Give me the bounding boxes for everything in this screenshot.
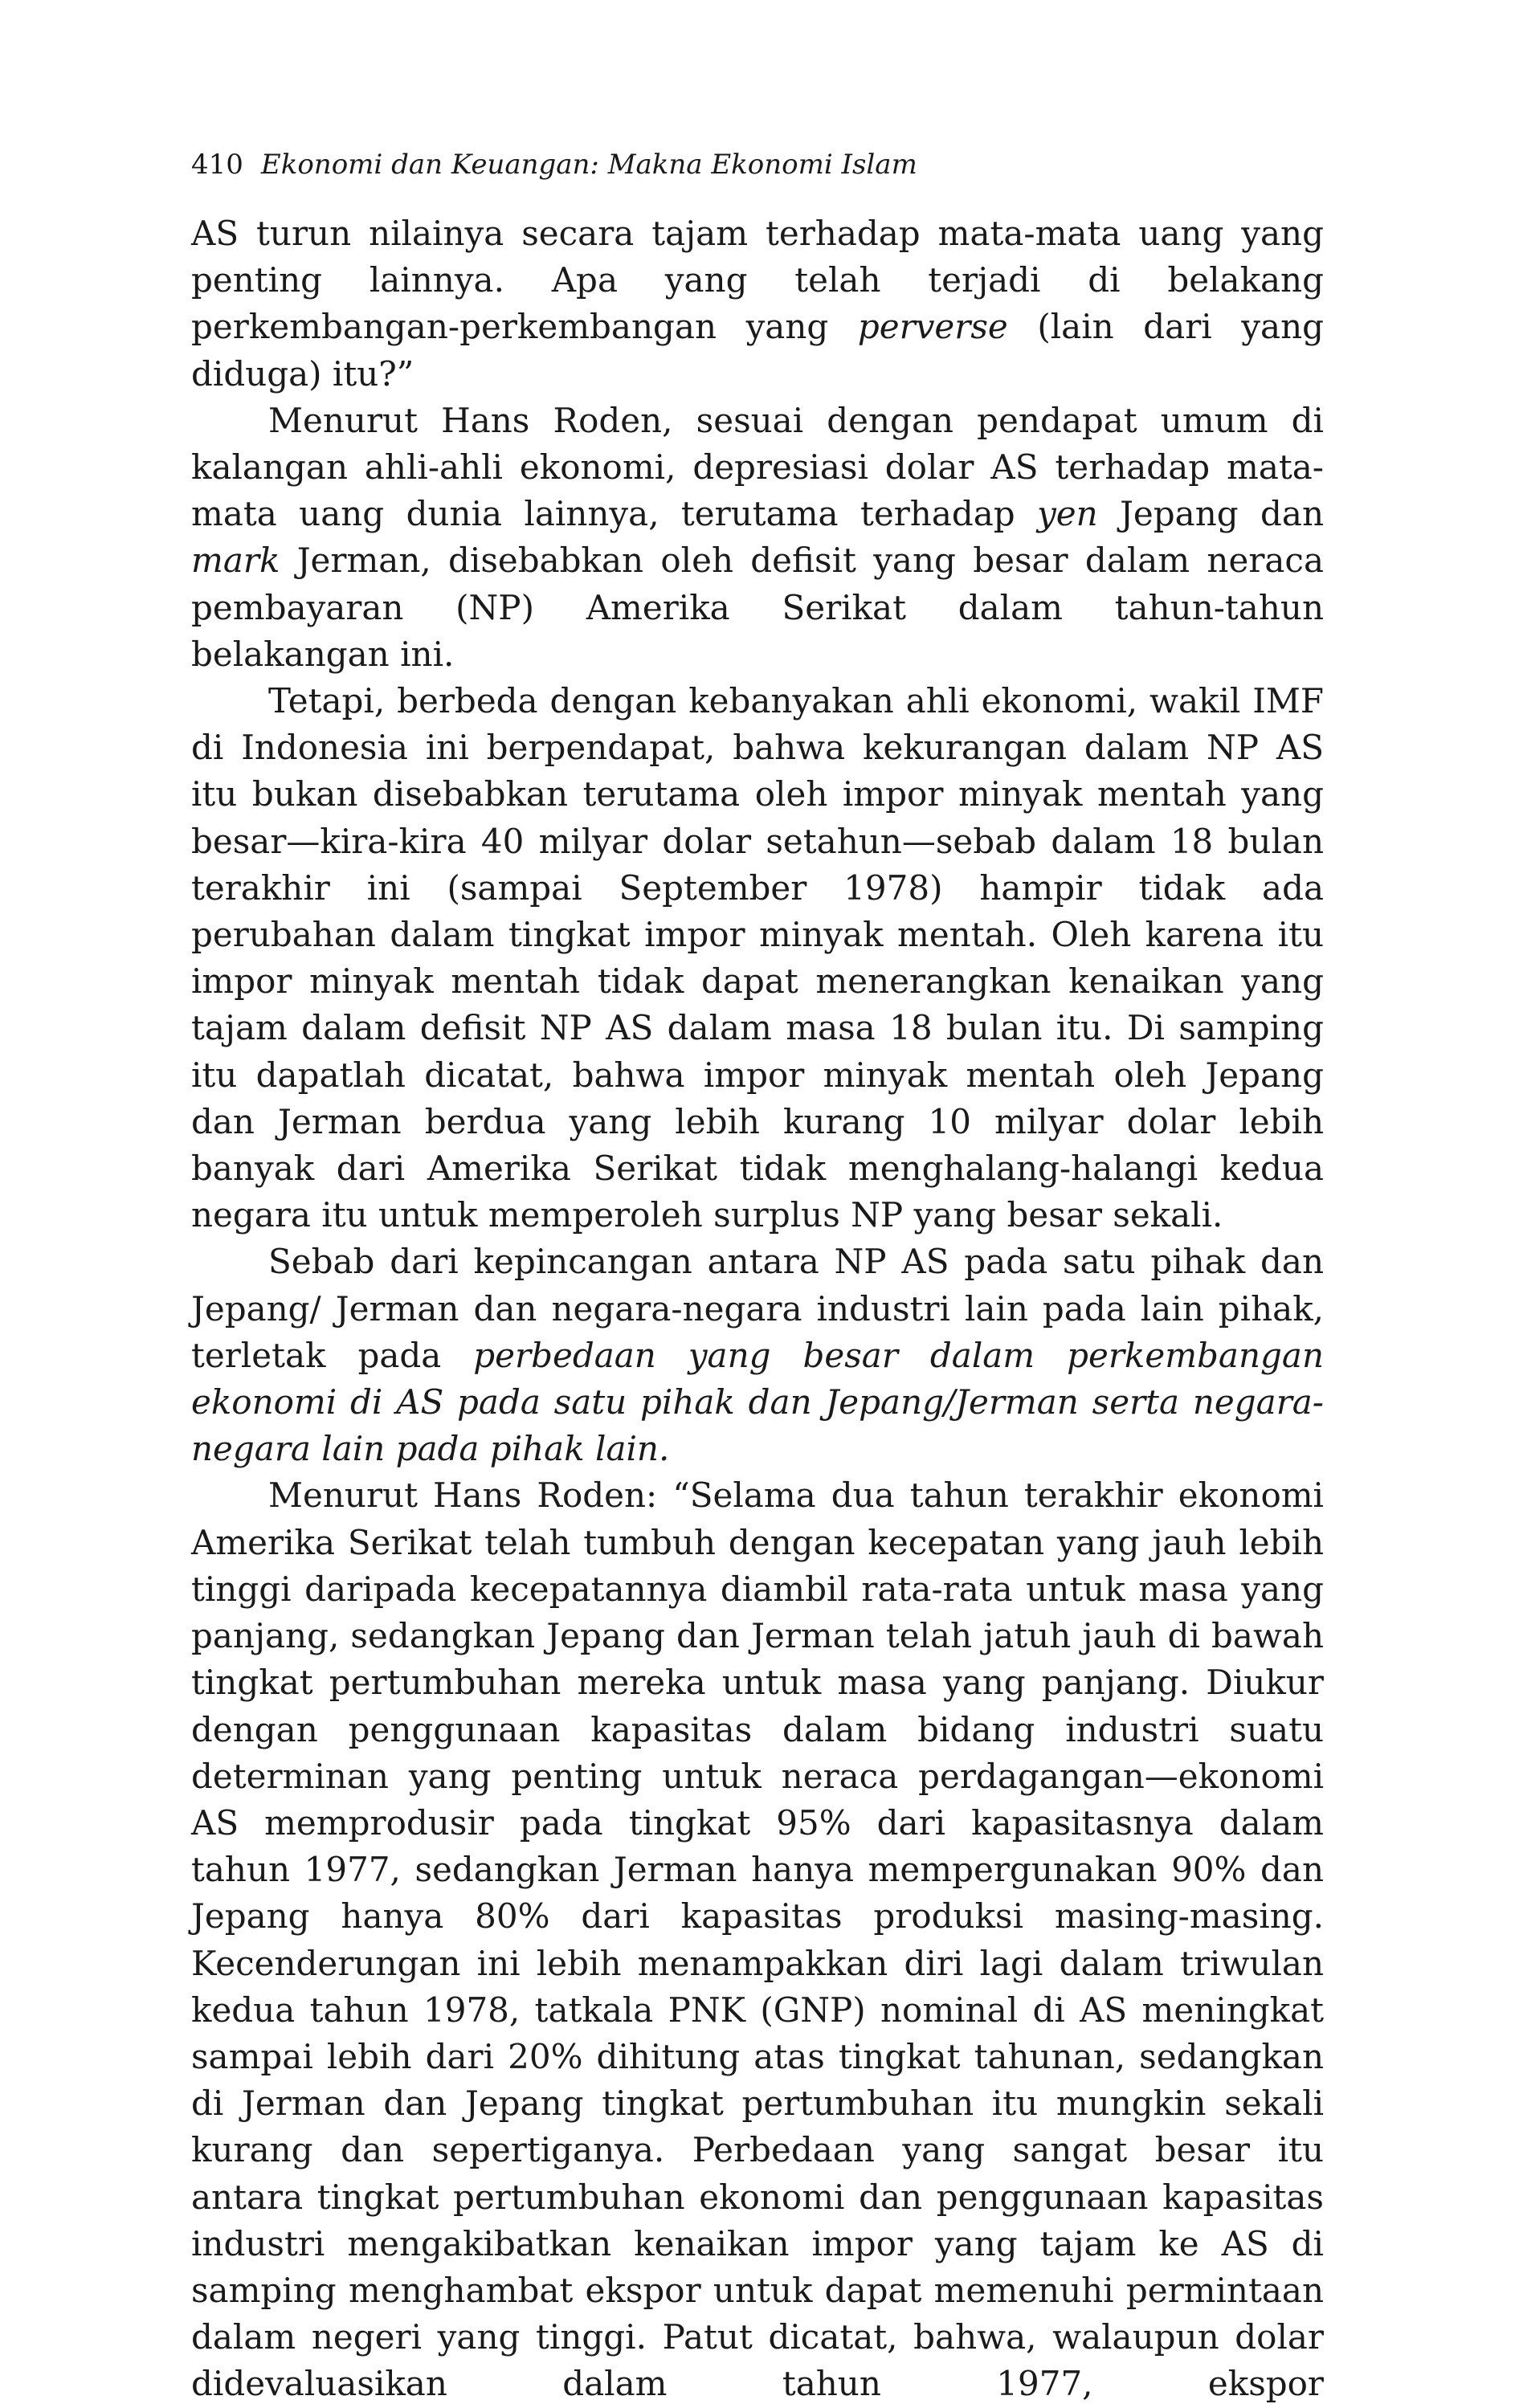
- italic-emphasis: perbedaan yang besar dalam perkembangan ekonomi di AS pada satu pihak dan Jepang/Jerman serta negara-negara lain pada pihak lain.: [191, 1335, 1324, 1469]
- paragraph-text: AS turun nilainya secara tajam terhadap mata-mata uang yang penting lainnya. Apa yang telah terjadi di belakang perkembangan-perkembangan yang: [191, 214, 1324, 347]
- paragraph-depresiasi: [191, 398, 1324, 678]
- paragraph-continuation: [191, 210, 1324, 398]
- paragraph-text: Jerman, disebabkan oleh defisit yang besar dalam neraca pembayaran (NP) Amerika Serikat dalam tahun-tahun belakangan ini.: [191, 541, 1324, 674]
- body-text: [191, 210, 1324, 2408]
- running-header: [191, 145, 1324, 185]
- paragraph-hans-roden-quote: Menurut Hans Roden: “Selama dua tahun terakhir ekonomi Amerika Serikat telah tumbuh dengan kecepatan yang jauh lebih tinggi daripada kecepatannya diambil rata-rata untuk masa yang panjang, sedangkan Jepang dan Jerman telah jatuh jauh di bawah tingkat pertumbuhan mereka untuk masa yang panjang. Diukur dengan penggunaan kapasitas dalam bidang industri suatu determinan yang penting untuk neraca perdagangan—ekonomi AS memprodusir pada tingkat 95% dari kapasitasnya dalam tahun 1977, sedangkan Jerman hanya mempergunakan 90% dan Jepang hanya 80% dari kapasitas produksi masing-masing. Kecenderungan ini lebih menampakkan diri lagi dalam triwulan kedua tahun 1978, tatkala PNK (GNP) nominal di AS meningkat sampai lebih dari 20% dihitung atas tingkat tahunan, sedangkan di Jerman dan Jepang tingkat pertumbuhan itu mungkin sekali kurang dan sepertiganya. Perbedaan yang sangat besar itu antara tingkat pertumbuhan ekonomi dan penggunaan kapasitas industri mengakibatkan kenaikan impor yang tajam ke AS di samping menghambat ekspor untuk dapat memenuhi permintaan dalam negeri yang tinggi. Patut dicatat, bahwa, walaupun dolar didevaluasikan dalam tahun 1977, ekspor: [191, 1475, 1324, 2404]
- paragraph-text: Sebab dari kepincangan antara NP AS pada satu pihak dan Jepang/ Jerman dan negara-negara industri lain pada lain pihak, terletak pada: [191, 1242, 1324, 1375]
- paragraph-imf-view: Tetapi, berbeda dengan kebanyakan ahli ekonomi, wakil IMF di Indonesia ini berpendapat, bahwa kekurangan dalam NP AS itu bukan disebabkan terutama oleh impor minyak mentah yang besar—kira-kira 40 milyar dolar setahun—sebab dalam 18 bulan terakhir ini (sampai September 1978) hampir tidak ada perubahan dalam tingkat impor minyak mentah. Oleh karena itu impor minyak mentah tidak dapat menerangkan kenaikan yang tajam dalam defisit NP AS dalam masa 18 bulan itu. Di samping itu dapatlah dicatat, bahwa impor minyak mentah oleh Jepang dan Jerman berdua yang lebih kurang 10 milyar dolar lebih banyak dari Amerika Serikat tidak menghalang-halangi kedua negara itu untuk memperoleh surplus NP yang besar sekali.: [191, 681, 1324, 1235]
- page-number: 410: [191, 149, 243, 181]
- paragraph-text: (lain dari yang diduga) itu?”: [191, 307, 1324, 394]
- italic-term-perverse: perverse: [857, 307, 1008, 347]
- italic-term-mark: mark: [191, 541, 280, 581]
- paragraph-text: Jepang dan: [1097, 494, 1324, 534]
- paragraph-text: Menurut Hans Roden, sesuai dengan pendapat umum di kalangan ahli-ahli ekonomi, depresiasi dolar AS terhadap mata-mata uang dunia lainnya, terutama terhadap: [191, 400, 1324, 534]
- italic-term-yen: yen: [1037, 494, 1098, 534]
- paragraph-kepincangan: [191, 1239, 1324, 1472]
- book-title: Ekonomi dan Keuangan: Makna Ekonomi Islam: [260, 149, 917, 181]
